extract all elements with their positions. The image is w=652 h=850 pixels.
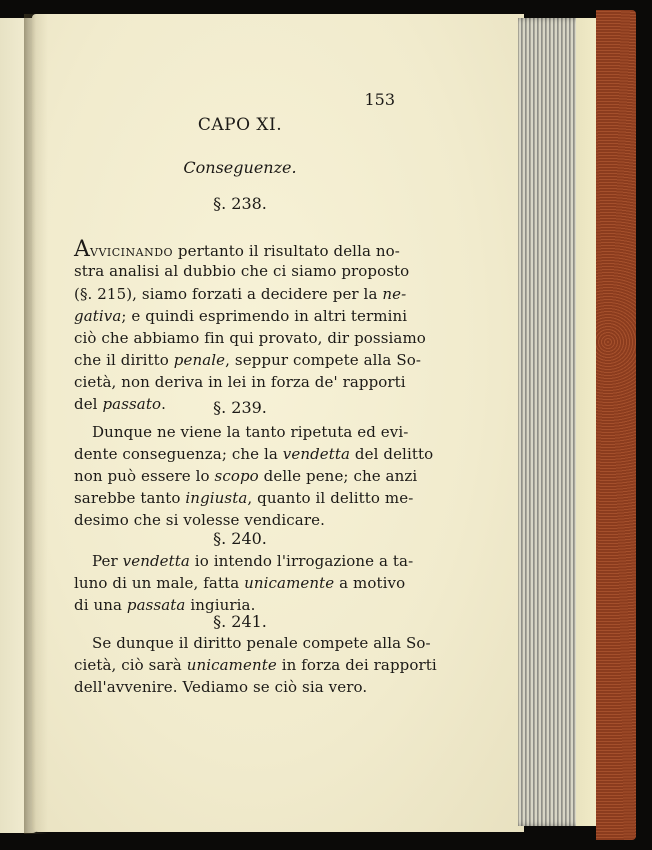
text-segment: ; e quindi esprimendo in altri termini [121,307,408,325]
text-segment: desimo che si volesse vendicare. [74,511,325,529]
section-mark: §. 240. [213,529,267,548]
text-line [74,489,414,507]
text-segment: penale [173,351,226,369]
text-segment: a motivo [334,574,406,592]
text-segment: luno di un male, fatta [74,574,245,592]
text-segment: dente conseguenza; che la [74,445,283,463]
text-segment: in forza dei rapporti [276,656,437,674]
text-segment: (§. 215), siamo forzati a decidere per la [74,285,383,303]
page-number: 153 [364,90,395,109]
text-segment: dell'avvenire. Vediamo se ciò sia vero. [74,678,368,696]
text-segment: ingiusta [185,489,248,507]
text-segment: che il diritto [74,351,174,369]
text-segment: vendetta [122,552,190,570]
text-line [74,552,414,570]
text-line [74,467,418,485]
text-line [74,445,434,463]
text-segment: . [161,395,166,413]
chapter-heading: CAPO XI. [197,115,283,135]
text-segment: VVICINANDO [90,246,174,259]
text-segment: stra analisi al dubbio che ci siamo proposto [74,262,410,280]
text-line [74,373,406,391]
text-segment: gativa [74,307,122,325]
text-segment: di una [74,596,127,614]
section-mark: §. 239. [213,398,267,417]
text-line [74,307,408,325]
text-segment: delle pene; che anzi [258,467,418,485]
text-segment: passata [126,596,186,614]
section-mark: §. 238. [213,194,267,213]
text-segment: pertanto il risultato della no- [173,242,400,260]
text-segment: passato [102,395,162,413]
chapter-subtitle: Conseguenze. [183,158,297,177]
section-mark: §. 241. [213,612,267,631]
text-line [74,574,406,592]
text-line [74,237,398,262]
text-line [74,351,422,369]
text-segment: Se dunque il diritto penale compete alla So- [92,634,431,652]
text-segment: Per [92,552,123,570]
text-segment: ingiuria. [185,596,256,614]
text-segment: unicamente [244,574,335,592]
text-line [74,511,398,529]
text-line [74,285,407,303]
text-line [74,678,398,696]
text-line [74,634,431,652]
text-segment: cietà, ciò sarà [74,656,187,674]
text-segment: io intendo l'irrogazione a ta- [189,552,414,570]
text-segment: vendetta [282,445,351,463]
text-segment: ne- [382,285,407,303]
text-segment: , seppur compete alla So- [225,351,422,369]
text-segment: non può essere lo [74,467,215,485]
text-line [74,262,410,280]
text-line [74,329,426,347]
text-line [74,423,409,441]
text-segment: , quanto il delitto me- [247,489,414,507]
text-segment: ciò che abbiamo fin qui provato, dir possiamo [74,329,426,347]
text-segment: unicamente [186,656,277,674]
text-segment: Dunque ne viene la tanto ripetuta ed evi- [92,423,409,441]
text-segment: A [74,237,90,262]
text-line [74,656,437,674]
text-segment: scopo [214,467,259,485]
text-segment: sarebbe tanto [74,489,186,507]
text-segment: del [74,395,103,413]
text-segment: cietà, non deriva in lei in forza de' rapporti [74,373,406,391]
text-segment: del delitto [350,445,434,463]
